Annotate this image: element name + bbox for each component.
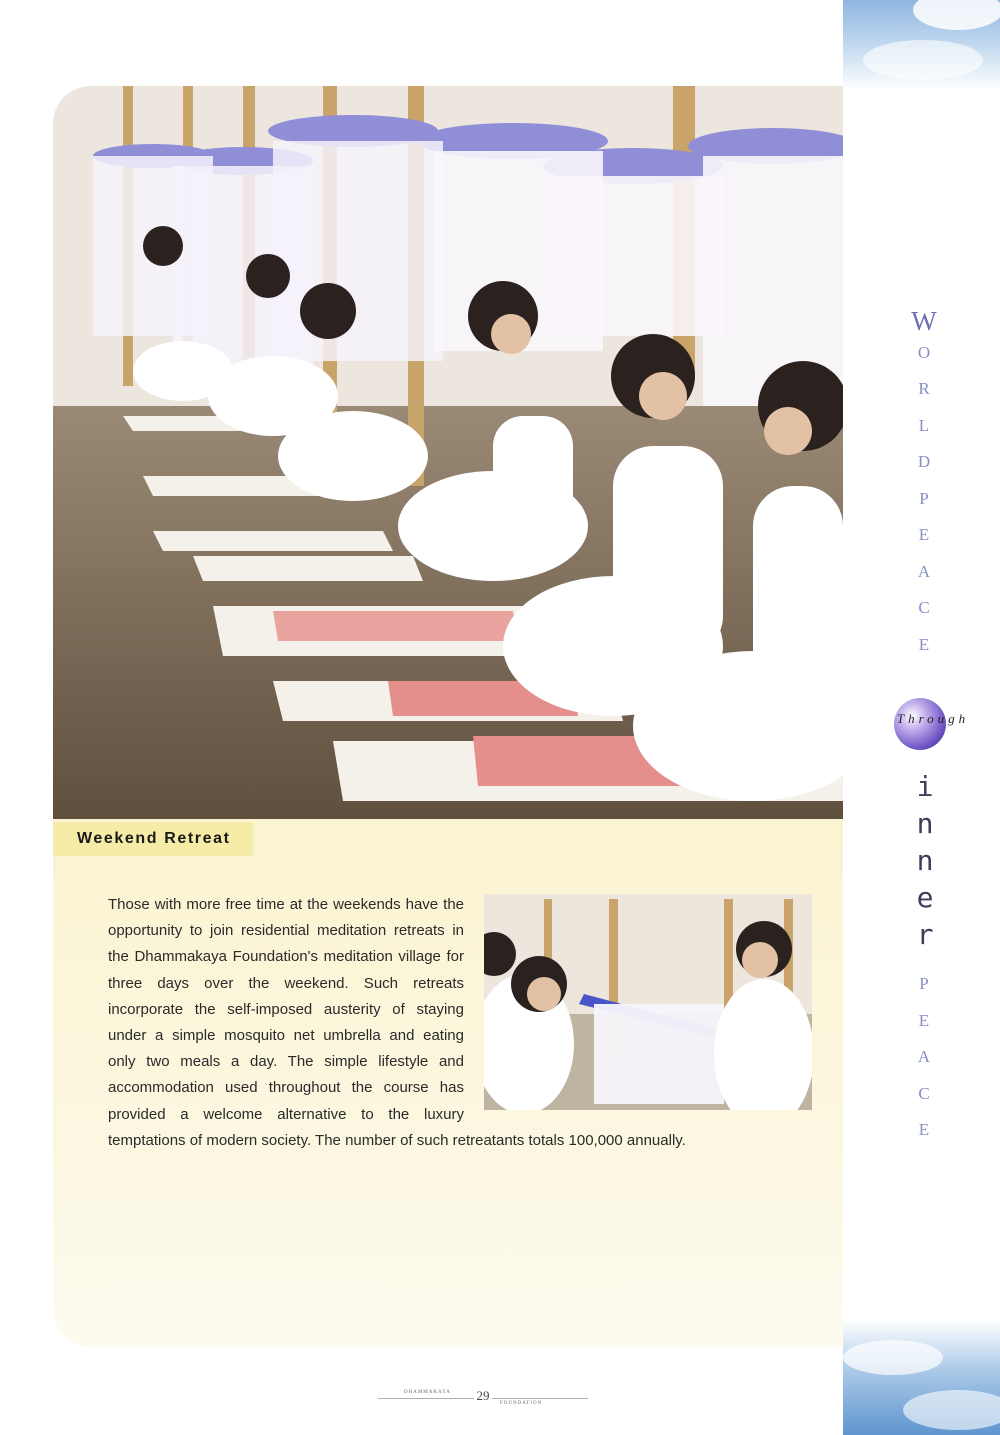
footer-rule-right	[492, 1398, 588, 1399]
side-letter: O	[917, 342, 933, 362]
through-word: Through	[896, 711, 970, 726]
meditation-photo-illustration	[53, 86, 843, 819]
side-letter: n	[916, 844, 934, 877]
page-footer	[378, 1388, 588, 1410]
side-letter: i	[916, 770, 934, 803]
side-title-world-peace	[880, 306, 970, 671]
side-letter: e	[916, 881, 934, 914]
side-letter: P	[919, 488, 931, 508]
sky-image-top	[843, 0, 1000, 90]
side-title-peace	[880, 974, 970, 1157]
side-letter: r	[916, 918, 934, 951]
side-letter: A	[917, 561, 933, 581]
side-letter: W	[911, 306, 939, 336]
footer-left-word: DHAMMAKAYA	[404, 1390, 451, 1395]
side-letter: E	[918, 1120, 932, 1139]
side-letter: E	[918, 525, 932, 544]
main-photo-meditation-retreat	[53, 86, 843, 819]
side-letter: P	[919, 974, 931, 993]
through-globe	[868, 698, 998, 748]
inset-photo-illustration	[484, 894, 812, 1110]
body-text-block	[108, 892, 808, 1154]
body-paragraph: Those with more free time at the weekends have the opportunity to join residential meditation retreats in the Dhammakaya Foundation's meditation village for three days over the weekend. Such retreats incorporate the self-imposed austerity of staying under a simple mosquito net umbrella and eating only two meals a day. The simple lifestyle and accommodation used throughout the course has provided a welcome alternative to the luxury temptations of modern society. The number of such retreatants totals 100,000 annually.	[108, 896, 686, 1149]
footer-rule-left	[378, 1398, 474, 1399]
side-letter: A	[917, 1047, 933, 1066]
page-number: 29	[476, 1388, 490, 1403]
side-letter: E	[918, 634, 932, 654]
side-letter: C	[918, 1083, 932, 1103]
side-letter: n	[916, 807, 934, 840]
side-title-inner	[880, 770, 970, 955]
sky-image-bottom	[843, 1320, 1000, 1435]
side-letter: C	[918, 598, 932, 617]
side-letter: L	[918, 415, 932, 435]
side-letter: E	[918, 1010, 932, 1030]
caption-label: Weekend Retreat	[77, 830, 231, 847]
inset-photo-setting-up-umbrella	[484, 894, 812, 1110]
caption-label-tab	[53, 822, 253, 856]
footer-right-word: FOUNDATION	[500, 1401, 543, 1406]
side-letter: D	[917, 452, 933, 471]
side-letter: R	[918, 379, 932, 398]
